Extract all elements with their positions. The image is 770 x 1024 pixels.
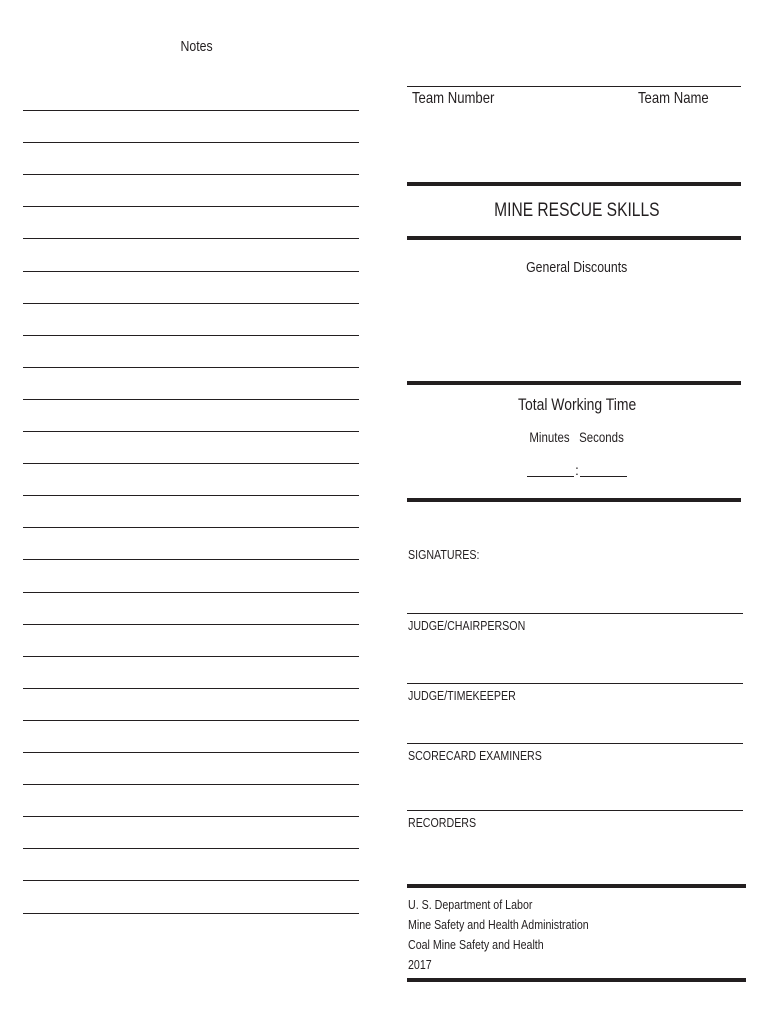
footer-bottom-rule xyxy=(407,978,746,982)
notes-line[interactable] xyxy=(23,399,359,400)
recorders-label xyxy=(408,815,491,830)
notes-line[interactable] xyxy=(23,335,359,336)
notes-line[interactable] xyxy=(23,880,359,881)
team-name-text: Team Name xyxy=(638,90,709,107)
notes-line[interactable] xyxy=(23,527,359,528)
recorders-text: RECORDERS xyxy=(408,815,477,830)
judge-chairperson-text: JUDGE/CHAIRPERSON xyxy=(408,618,526,633)
notes-line[interactable] xyxy=(23,913,359,914)
working-time-top-rule xyxy=(407,381,741,385)
general-discounts-label xyxy=(407,259,747,276)
minutes-seconds-text: Minutes Seconds xyxy=(529,429,625,445)
total-working-time-text: Total Working Time xyxy=(517,395,637,414)
judge-chairperson-signature-line[interactable] xyxy=(407,613,743,614)
recorders-signature-line[interactable] xyxy=(407,810,743,811)
notes-line[interactable] xyxy=(23,206,359,207)
notes-title-text: Notes xyxy=(180,38,213,55)
notes-line[interactable] xyxy=(23,656,359,657)
footer-line-1: U. S. Department of Labor xyxy=(408,897,533,912)
notes-line[interactable] xyxy=(23,303,359,304)
signatures-heading-text: SIGNATURES: xyxy=(408,547,480,562)
notes-line[interactable] xyxy=(23,431,359,432)
notes-line[interactable] xyxy=(23,174,359,175)
minutes-seconds-label xyxy=(407,429,747,445)
footer-admin-line xyxy=(408,915,628,935)
notes-line[interactable] xyxy=(23,848,359,849)
total-working-time-title xyxy=(407,395,747,415)
notes-line[interactable] xyxy=(23,592,359,593)
notes-line[interactable] xyxy=(23,624,359,625)
notes-line[interactable] xyxy=(23,271,359,272)
notes-line[interactable] xyxy=(23,720,359,721)
footer-top-rule xyxy=(407,884,746,888)
judge-timekeeper-signature-line[interactable] xyxy=(407,683,743,684)
footer-line-3: Coal Mine Safety and Health xyxy=(408,937,544,952)
signatures-heading xyxy=(408,547,495,562)
notes-line[interactable] xyxy=(23,142,359,143)
judge-chairperson-label xyxy=(408,618,551,633)
footer-line-2: Mine Safety and Health Administration xyxy=(408,917,589,932)
header-top-rule xyxy=(407,86,741,87)
notes-line[interactable] xyxy=(23,784,359,785)
minutes-blank[interactable] xyxy=(527,476,574,477)
team-number-label xyxy=(412,90,512,108)
team-name-label xyxy=(638,90,724,108)
section-title xyxy=(407,200,747,222)
notes-line[interactable] xyxy=(23,752,359,753)
notes-line[interactable] xyxy=(23,559,359,560)
footer-division-line xyxy=(408,935,628,955)
time-separator: : xyxy=(575,462,579,478)
scorecard-examiners-text: SCORECARD EXAMINERS xyxy=(408,748,542,763)
footer-agency-line xyxy=(408,895,628,915)
notes-line[interactable] xyxy=(23,688,359,689)
footer-year-line xyxy=(408,955,628,975)
section-title-text: MINE RESCUE SKILLS xyxy=(494,200,660,221)
footer-line-4: 2017 xyxy=(408,957,432,972)
seconds-blank[interactable] xyxy=(580,476,627,477)
notes-line[interactable] xyxy=(23,238,359,239)
time-entry-blank[interactable] xyxy=(527,462,627,478)
notes-line[interactable] xyxy=(23,367,359,368)
title-bottom-rule xyxy=(407,236,741,240)
judge-timekeeper-text: JUDGE/TIMEKEEPER xyxy=(408,688,516,703)
general-discounts-text: General Discounts xyxy=(526,259,628,276)
notes-line[interactable] xyxy=(23,110,359,111)
notes-line[interactable] xyxy=(23,463,359,464)
team-number-text: Team Number xyxy=(412,90,495,107)
working-time-bottom-rule xyxy=(407,498,741,502)
notes-line[interactable] xyxy=(23,495,359,496)
title-top-rule xyxy=(407,182,741,186)
notes-lines xyxy=(23,0,359,1024)
notes-line[interactable] xyxy=(23,816,359,817)
scorecard-examiners-signature-line[interactable] xyxy=(407,743,743,744)
footer-block xyxy=(408,895,628,975)
scorecard-examiners-label xyxy=(408,748,571,763)
judge-timekeeper-label xyxy=(408,688,539,703)
